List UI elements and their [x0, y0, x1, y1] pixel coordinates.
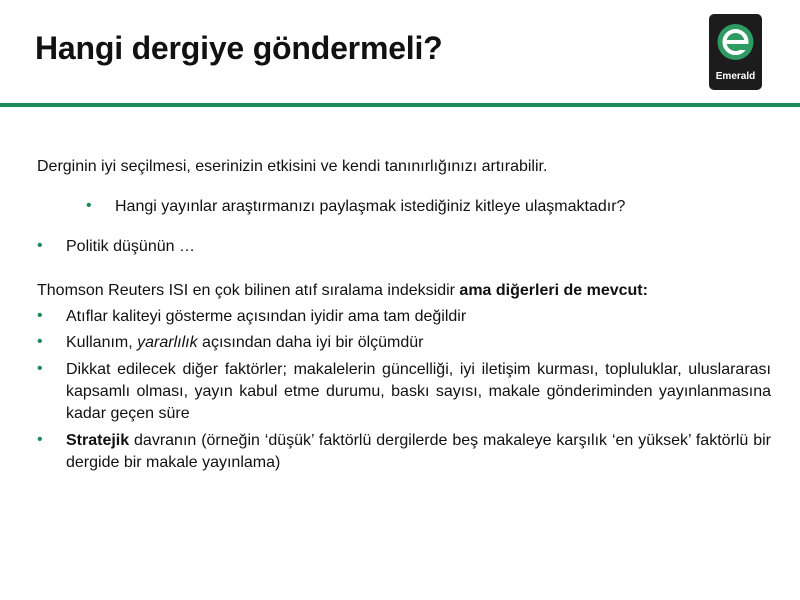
- stratejik-rest-text: davranın (örneğin ‘düşük’ faktörlü dergilerde beş makaleye karşılık ‘en yüksek’ faktörlü bir dergide bir makale yayınlama): [66, 432, 771, 471]
- logo-text: Emerald: [715, 71, 756, 82]
- bullet-dot-icon: •: [37, 333, 43, 350]
- politik-text: Politik düşünün …: [66, 238, 195, 255]
- emerald-logo: [709, 14, 762, 90]
- kullanim-post-text: açısından daha iyi bir ölçümdür: [197, 334, 424, 351]
- sub-bullet-text: Hangi yayınlar araştırmanızı paylaşmak istediğiniz kitleye ulaşmaktadır?: [115, 198, 626, 215]
- kullanim-pre-text: Kullanım,: [66, 334, 138, 351]
- bullet-dot-icon: •: [37, 307, 43, 324]
- thomson-lead-text: Thomson Reuters ISI en çok bilinen atıf sıralama indeksidir: [37, 282, 460, 299]
- bullet-item-politik: [37, 236, 771, 258]
- bullet-item-dikkat: [37, 359, 771, 425]
- bullet-dot-icon: •: [37, 237, 43, 254]
- bullet-dot-icon: •: [86, 197, 92, 214]
- atiflar-text: Atıflar kaliteyi gösterme açısından iyidir ama tam değildir: [66, 308, 467, 325]
- bullet-item-atiflar: [37, 306, 771, 328]
- thomson-paragraph: [37, 280, 771, 302]
- bullet-item-kullanim: [37, 332, 771, 354]
- thomson-bold-text: ama diğerleri de mevcut:: [459, 282, 648, 299]
- bullet-item-stratejik: [37, 430, 771, 474]
- intro-text: Derginin iyi seçilmesi, eserinizin etkisini ve kendi tanınırlığınızı artırabilir.: [37, 158, 548, 175]
- emerald-e-icon: [715, 20, 756, 66]
- slide-title: Hangi dergiye göndermeli?: [35, 30, 443, 66]
- kullanim-italic-text: yararlılık: [137, 334, 198, 351]
- stratejik-bold-text: Stratejik: [66, 432, 130, 449]
- slide-body: [37, 156, 771, 474]
- bullet-dot-icon: •: [37, 431, 43, 448]
- title-divider: [0, 103, 800, 107]
- bullet-dot-icon: •: [37, 360, 43, 377]
- dikkat-text: Dikkat edilecek diğer faktörler; makalelerin güncelliği, iyi iletişim kurması, topluluklar, uluslararası kapsamlı olması, yayın kabul etme durumu, baskı sayısı, makale gönderiminden yayınlanmasına kadar geçen süre: [66, 361, 771, 422]
- sub-bullet-item: [86, 196, 771, 218]
